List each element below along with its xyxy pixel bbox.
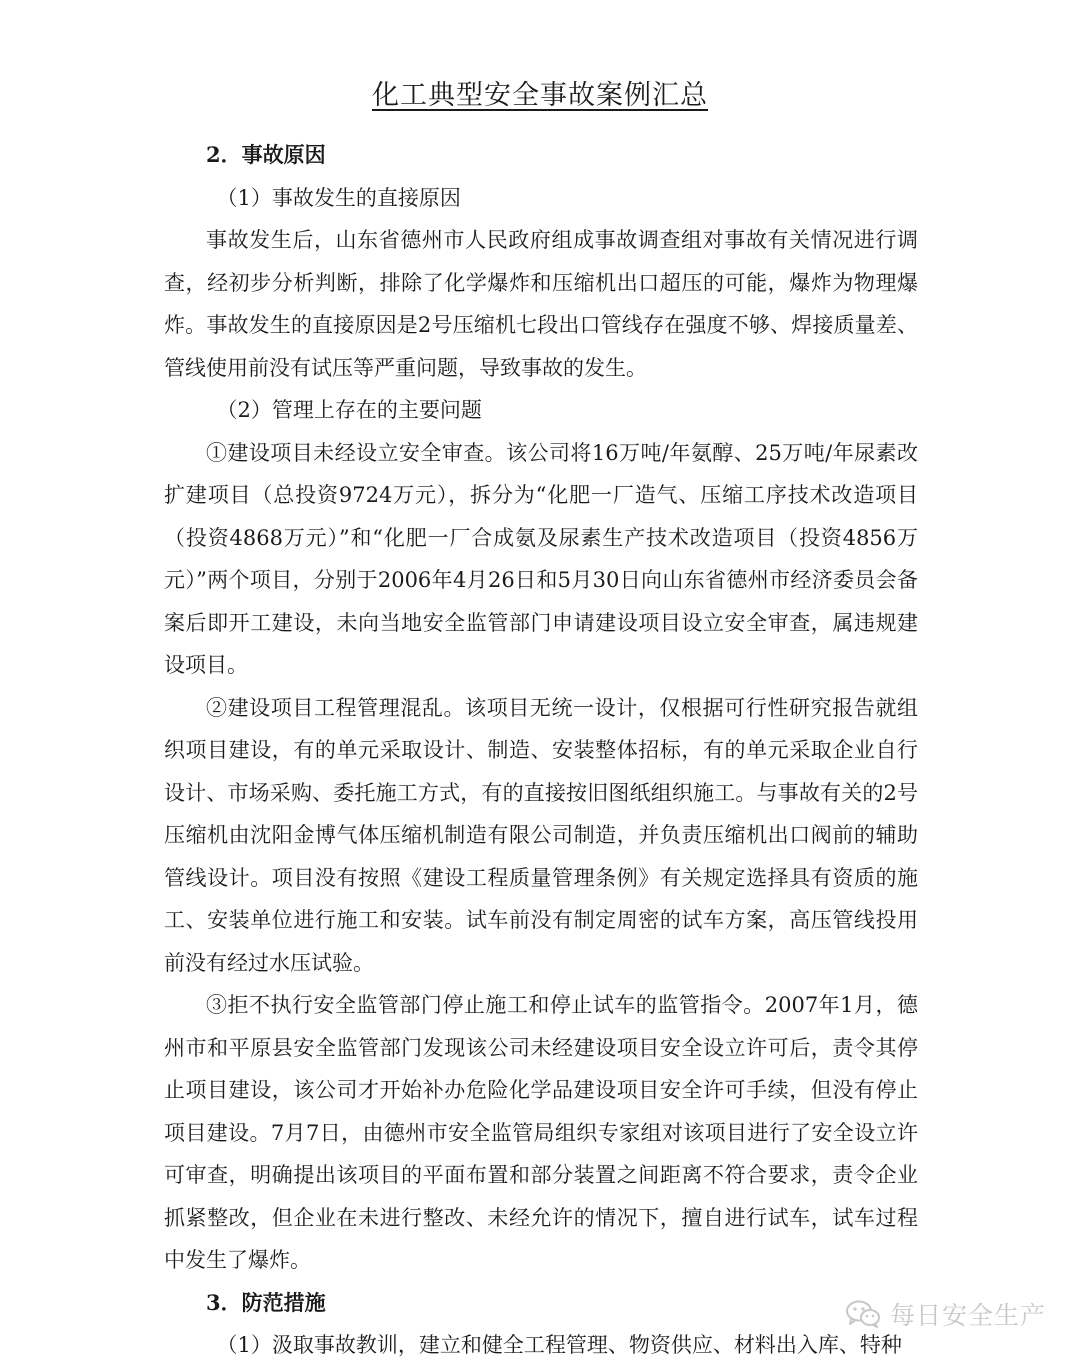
document-title: 化工典型安全事故案例汇总 (372, 80, 708, 111)
subheading-management-problems: （2）管理上存在的主要问题 (216, 398, 482, 422)
subheading-direct-cause: （1）事故发生的直接原因 (216, 185, 461, 210)
paragraph-problem-2: ②建设项目工程管理混乱。该项目无统一设计，仅根据可行性研究报告就组织项目建设，有的单元采取设计、制造、安装整体招标，有的单元采取企业自行设计、市场采购、委托施工方式，有的直接按旧图纸组织施工。与事故有关的2号压缩机由沈阳金博气体压缩机制造有限公司制造，并负责压缩机出口阀前的辅助管线设计。项目没有按照《建设工程质量管理条例》有关规定选择具有资质的施工、安装单位进行施工和安装。试车前没有制定周密的试车方案，高压管线投用前没有经过水压试验。 (164, 695, 918, 975)
document-body (164, 134, 918, 1367)
paragraph-direct-cause: 事故发生后，山东省德州市人民政府组成事故调查组对事故有关情况进行调查，经初步分析判断，排除了化学爆炸和压缩机出口超压的可能，爆炸为物理爆炸。事故发生的直接原因是2号压缩机七段出口管线存在强度不够、焊接质量差、管线使用前没有试压等严重问题，导致事故的发生。 (164, 228, 918, 380)
paragraph-problem-3: ③拒不执行安全监管部门停止施工和停止试车的监管指令。2007年1月，德州市和平原县安全监管部门发现该公司未经建设项目安全设立许可后，责令其停止项目建设，该公司才开始补办危险化学品建设项目安全许可手续，但没有停止项目建设。7月7日，由德州市安全监管局组织专家组对该项目进行了安全设立许可审查，明确提出该项目的平面布置和部分装置之间距离不符合要求，责令企业抓紧整改，但企业在未进行整改、未经允许的情况下，擅自进行试车，试车过程中发生了爆炸。 (164, 993, 918, 1272)
paragraph-prevention-1: （1）汲取事故教训，建立和健全工程管理、物资供应、材料出入库、特种 (216, 1333, 902, 1357)
wechat-icon (846, 1300, 880, 1328)
watermark (846, 1296, 1046, 1332)
section-heading-cause: 2．事故原因 (206, 142, 326, 167)
section-heading-prevention: 3．防范措施 (206, 1289, 326, 1315)
watermark-text: 每日安全生产 (889, 1301, 1046, 1330)
paragraph-problem-1: ①建设项目未经设立安全审查。该公司将16万吨/年氨醇、25万吨/年尿素改扩建项目（总投资9724万元），拆分为“化肥一厂造气、压缩工序技术改造项目（投资4868万元）”和“化肥一厂合成氨及尿素生产技术改造项目（投资4856万元）”两个项目，分别于2006年4月26日和5月30日向山东省德州市经济委员会备案后即开工建设，未向当地安全监管部门申请建设项目设立安全审查，属违规建设项目。 (164, 440, 918, 677)
